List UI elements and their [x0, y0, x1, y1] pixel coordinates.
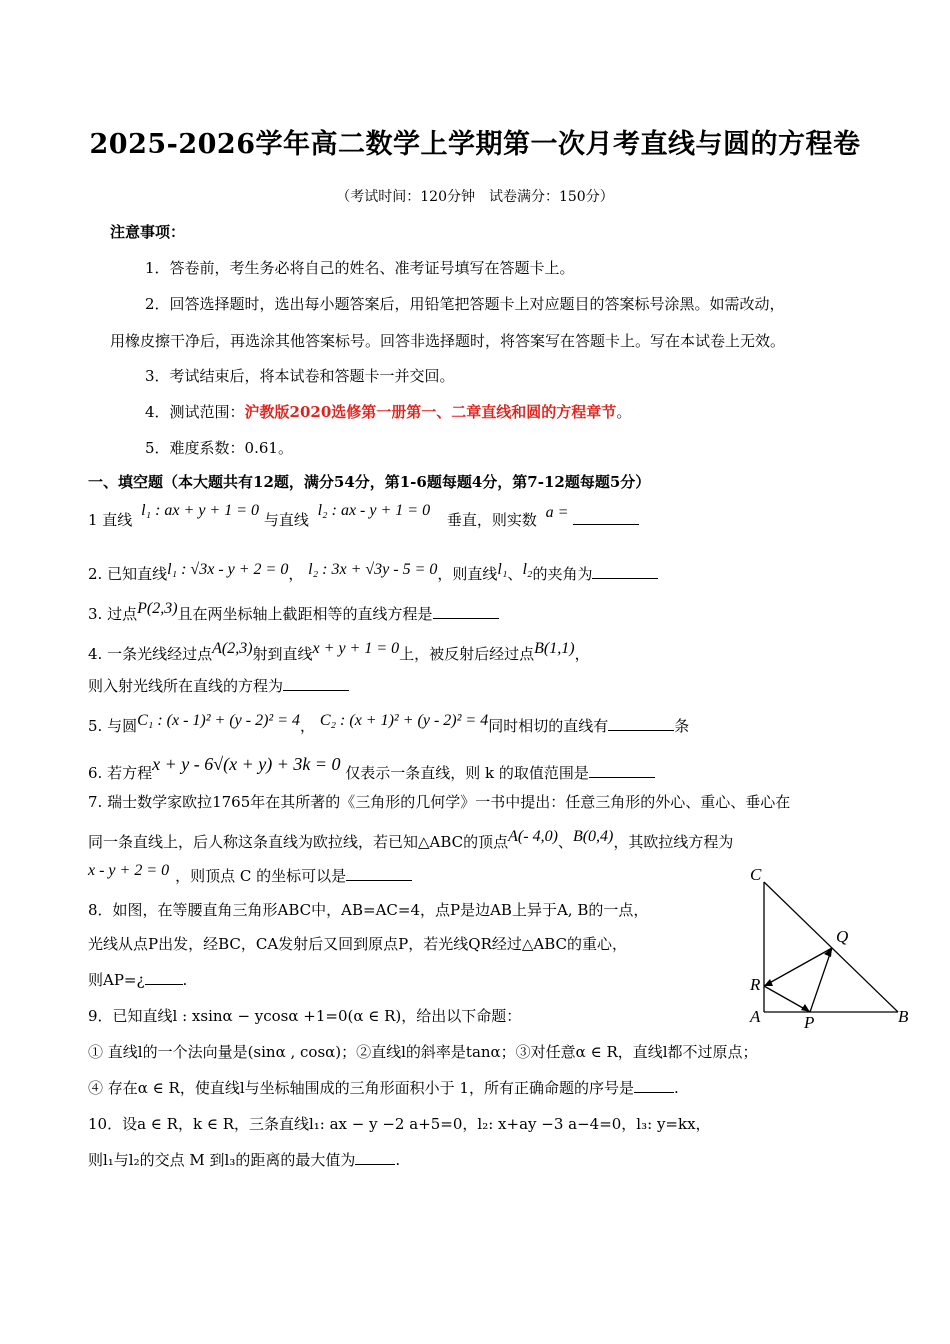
- answer-blank-2[interactable]: [592, 564, 658, 579]
- q1-line-l1: l₁ : ax + y + 1 = 0: [141, 502, 260, 519]
- question-2: 2. 已知直线l₁ : √3x - y + 2 = 0， l₂ : 3x + √3y - 5 = 0，则直线l₁、l₂的夹角为: [88, 564, 658, 585]
- answer-blank-10[interactable]: [355, 1150, 395, 1165]
- question-9-line-1: 9．已知直线l : xsinα − ycosα +1=0(α ∈ R)，给出以下命题：: [88, 1007, 522, 1025]
- notice-heading: 注意事项：: [110, 223, 186, 241]
- question-8-line-2: 光线从点P出发，经BC，CA发射后又回到原点P，若光线QR经过△ABC的重心，: [88, 935, 628, 953]
- answer-blank-6[interactable]: [589, 763, 655, 778]
- label-a: A: [750, 1007, 761, 1026]
- label-r: R: [750, 975, 761, 994]
- exam-title: 2025-2026学年高二数学上学期第一次月考直线与圆的方程卷: [89, 129, 861, 160]
- question-9-line-3: ④ 存在α ∈ R，使直线l与坐标轴围成的三角形面积小于 1，所有正确命题的序号是 .: [88, 1079, 679, 1097]
- question-3: 3. 过点P(2,3)且在两坐标轴上截距相等的直线方程是: [88, 604, 499, 625]
- notice-item-4-prefix: 4．测试范围：: [145, 403, 245, 421]
- notice-item-3: 3．考试结束后，将本试卷和答题卡一并交回。: [145, 367, 455, 385]
- notice-item-5: 5．难度系数：0.61。: [145, 439, 293, 457]
- ray-pq: [810, 948, 832, 1012]
- question-8-line-3: 则AP=¿ .: [88, 971, 188, 989]
- side-cb: [764, 882, 898, 1012]
- label-q: Q: [836, 927, 849, 946]
- answer-blank-1[interactable]: [573, 510, 639, 525]
- arrow-head-p: [801, 1004, 810, 1012]
- answer-blank-3[interactable]: [433, 604, 499, 619]
- triangle-figure: [748, 862, 908, 1032]
- question-6: 6. 若方程x + y - 6√(x + y) + 3k = 0 仅表示一条直线，则 k 的取值范围是: [88, 762, 655, 783]
- question-7-line-3: x - y + 2 = 0 ，则顶点 C 的坐标可以是: [88, 866, 412, 887]
- answer-blank-7[interactable]: [346, 866, 412, 881]
- label-b: B: [898, 1007, 908, 1026]
- exam-subtitle: （考试时间：120分钟 试卷满分：150分）: [336, 189, 614, 205]
- question-4: 4. 一条光线经过点A(2,3)射到直线x + y + 1 = 0上，被反射后经过点B(1,1)，: [88, 640, 590, 663]
- question-10-line-1: 10．设a ∈ R，k ∈ R，三条直线l₁: ax − y −2 a+5=0，l₂: x+ay −3 a−4=0，l₃: y=kx，: [88, 1115, 711, 1133]
- label-c: C: [750, 865, 762, 884]
- question-10-line-2: 则l₁与l₂的交点 M 到l₃的距离的最大值为 .: [88, 1151, 401, 1169]
- answer-blank-4[interactable]: [283, 676, 349, 691]
- question-5: 5. 与圆C₁ : (x - 1)² + (y - 2)² = 4， C₂ : (x + 1)² + (y - 2)² = 4同时相切的直线有 条: [88, 712, 690, 735]
- answer-blank-5[interactable]: [608, 716, 674, 731]
- test-range: 沪教版2020选修第一册第一、二章直线和圆的方程章节: [244, 403, 617, 421]
- notice-item-1: 1．答卷前，考生务必将自己的姓名、准考证号填写在答题卡上。: [145, 259, 575, 277]
- question-7-line-1: 7. 瑞士数学家欧拉1765年在其所著的《三角形的几何学》一书中提出：任意三角形的外心、重心、垂心在: [88, 793, 791, 811]
- notice-item-2a: 2．回答选择题时，选出每小题答案后，用铅笔把答题卡上对应题目的答案标号涂黑。如需改动，: [145, 295, 785, 313]
- answer-blank-8[interactable]: [145, 970, 183, 985]
- question-8-line-1: 8．如图，在等腰直角三角形ABC中，AB=AC=4，点P是边AB上异于A, B的一点，: [88, 901, 649, 919]
- label-p: P: [804, 1013, 815, 1032]
- notice-item-4: [145, 402, 631, 422]
- notice-item-2b: 用橡皮擦干净后，再选涂其他答案标号。回答非选择题时，将答案写在答题卡上。写在本试卷上无效。: [110, 332, 786, 350]
- answer-blank-9[interactable]: [634, 1078, 674, 1093]
- notice-item-4-suffix: 。: [616, 403, 632, 421]
- ray-qr: [764, 948, 832, 986]
- question-4-cont: 则入射光线所在直线的方程为: [88, 676, 349, 696]
- question-7-line-2: 同一条直线上，后人称这条直线为欧拉线，若已知△ABC的顶点A(- 4,0)、B(0,4)，其欧拉线方程为: [88, 828, 734, 851]
- section-1-heading: 一、填空题（本大题共有12题，满分54分，第1-6题每题4分，第7-12题每题5分）: [88, 473, 651, 491]
- question-1: 1 直线 l₁ : ax + y + 1 = 0 与直线 l₂ : ax - y + 1 = 0 垂直，则实数 a =: [88, 510, 639, 531]
- q1-line-l2: l₂ : ax - y + 1 = 0: [317, 502, 431, 519]
- question-9-line-2: ① 直线l的一个法向量是(sinα , cosα)；②直线l的斜率是tanα；③对任意α ∈ R，直线l都不过原点；: [88, 1043, 758, 1061]
- arrow-head-r: [764, 979, 773, 986]
